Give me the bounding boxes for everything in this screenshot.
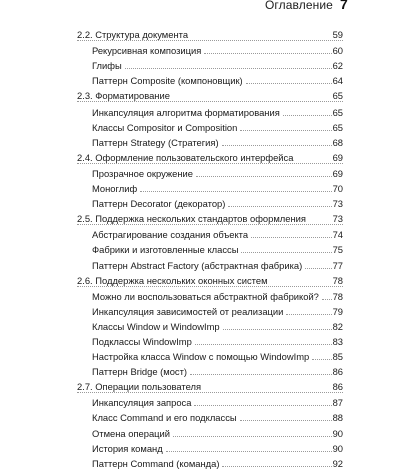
toc-subsection-entry bbox=[92, 164, 343, 179]
dot-leader bbox=[190, 374, 332, 375]
entry-title: Рекурсивная композиция bbox=[92, 45, 202, 57]
toc-subsection-entry bbox=[92, 423, 343, 438]
entry-page-number: 83 bbox=[332, 335, 343, 347]
entry-title: Настройка класса Window с помощью WindowImp bbox=[92, 351, 310, 363]
toc-subsection-entry bbox=[92, 454, 343, 469]
entry-page-number: 90 bbox=[332, 442, 343, 454]
dot-leader bbox=[241, 252, 331, 253]
dot-leader bbox=[166, 451, 332, 452]
entry-page-number: 87 bbox=[332, 397, 343, 409]
toc-section-entry bbox=[77, 209, 343, 225]
toc-subsection-entry bbox=[92, 41, 343, 56]
entry-page-number: 62 bbox=[332, 60, 343, 72]
dot-leader bbox=[312, 359, 331, 360]
toc-subsection-entry bbox=[92, 408, 343, 423]
dot-leader bbox=[251, 237, 332, 238]
entry-title: Классы Compositor и Composition bbox=[92, 121, 238, 133]
entry-page-number: 85 bbox=[332, 351, 343, 363]
page-header bbox=[0, 0, 420, 22]
entry-page-number: 64 bbox=[332, 75, 343, 87]
entry-page-number: 82 bbox=[332, 320, 343, 332]
toc-section-entry bbox=[77, 86, 343, 102]
entry-title: Паттерн Decorator (декоратор) bbox=[92, 198, 226, 210]
entry-page-number: 75 bbox=[332, 244, 343, 256]
entry-title: Прозрачное окружение bbox=[92, 167, 194, 179]
entry-page-number: 74 bbox=[332, 229, 343, 241]
entry-page-number: 73 bbox=[332, 213, 343, 225]
toc-subsection-entry bbox=[92, 118, 343, 133]
dot-leader bbox=[222, 466, 331, 467]
toc-subsection-entry bbox=[92, 133, 343, 148]
dot-leader bbox=[322, 299, 332, 300]
entry-title: Глифы bbox=[92, 60, 122, 72]
entry-page-number: 60 bbox=[332, 45, 343, 57]
entry-page-number: 79 bbox=[332, 305, 343, 317]
entry-title: Инкапсуляция запроса bbox=[92, 397, 192, 409]
dot-leader bbox=[204, 53, 331, 54]
page-number: 7 bbox=[340, 0, 348, 12]
entry-title: Абстрагирование создания объекта bbox=[92, 229, 249, 241]
entry-page-number: 73 bbox=[332, 198, 343, 210]
toc-subsection-entry bbox=[92, 225, 343, 240]
entry-page-number: 69 bbox=[332, 151, 343, 163]
entry-page-number: 59 bbox=[332, 29, 343, 41]
entry-title: Классы Window и WindowImp bbox=[92, 320, 220, 332]
toc-subsection-entry bbox=[92, 393, 343, 408]
entry-title: 2.3. Форматирование bbox=[77, 90, 170, 102]
entry-page-number: 65 bbox=[332, 121, 343, 133]
dot-leader bbox=[140, 191, 331, 192]
entry-page-number: 69 bbox=[332, 167, 343, 179]
toc-section-entry bbox=[77, 271, 343, 287]
entry-title: Инкапсуляция зависимостей от реализации bbox=[92, 305, 284, 317]
entry-title: 2.4. Оформление пользовательского интерфейса bbox=[77, 151, 294, 163]
toc-section-entry bbox=[77, 25, 343, 41]
dot-leader bbox=[240, 130, 331, 131]
toc-subsection-entry bbox=[92, 362, 343, 377]
entry-page-number: 88 bbox=[332, 412, 343, 424]
table-of-contents bbox=[0, 25, 420, 469]
dot-leader bbox=[196, 176, 332, 177]
toc-subsection-entry bbox=[92, 240, 343, 255]
dot-leader bbox=[286, 314, 331, 315]
toc-subsection-entry bbox=[92, 194, 343, 209]
toc-subsection-entry bbox=[92, 332, 343, 347]
entry-page-number: 65 bbox=[332, 106, 343, 118]
toc-subsection-entry bbox=[92, 439, 343, 454]
dot-leader bbox=[223, 329, 332, 330]
toc-subsection-entry bbox=[92, 347, 343, 362]
dot-leader bbox=[246, 83, 332, 84]
entry-title: Паттерн Bridge (мост) bbox=[92, 366, 188, 378]
dot-leader bbox=[173, 436, 332, 437]
entry-page-number: 65 bbox=[332, 90, 343, 102]
entry-page-number: 68 bbox=[332, 136, 343, 148]
dot-leader bbox=[228, 206, 331, 207]
dot-leader bbox=[125, 68, 332, 69]
toc-subsection-entry bbox=[92, 56, 343, 71]
toc-subsection-entry bbox=[92, 317, 343, 332]
entry-page-number: 78 bbox=[332, 274, 343, 286]
entry-title: Подклассы WindowImp bbox=[92, 335, 192, 347]
entry-title: Паттерн Abstract Factory (абстрактная фабрика) bbox=[92, 259, 303, 271]
entry-title: 2.2. Структура документа bbox=[77, 29, 189, 41]
entry-page-number: 78 bbox=[332, 290, 343, 302]
dot-leader bbox=[283, 115, 332, 116]
entry-title: Инкапсуляция алгоритма форматирования bbox=[92, 106, 280, 118]
toc-subsection-entry bbox=[92, 302, 343, 317]
entry-title: Паттерн Command (команда) bbox=[92, 457, 220, 469]
entry-title: 2.6. Поддержка нескольких оконных систем bbox=[77, 274, 268, 286]
entry-title: Фабрики и изготовленные классы bbox=[92, 244, 239, 256]
entry-page-number: 86 bbox=[332, 381, 343, 393]
toc-subsection-entry bbox=[92, 71, 343, 86]
entry-page-number: 77 bbox=[332, 259, 343, 271]
entry-title: Отмена операций bbox=[92, 427, 171, 439]
toc-subsection-entry bbox=[92, 287, 343, 302]
entry-page-number: 90 bbox=[332, 427, 343, 439]
toc-subsection-entry bbox=[92, 102, 343, 117]
dot-leader bbox=[305, 268, 331, 269]
dot-leader bbox=[240, 420, 332, 421]
dot-leader bbox=[195, 344, 332, 345]
entry-title: 2.5. Поддержка нескольких стандартов оформления bbox=[77, 213, 306, 225]
toc-subsection-entry bbox=[92, 255, 343, 270]
entry-title: Паттерн Composite (компоновщик) bbox=[92, 75, 243, 87]
dot-leader bbox=[222, 145, 332, 146]
toc-section-entry bbox=[77, 377, 343, 393]
toc-section-entry bbox=[77, 148, 343, 164]
entry-title: Класс Command и его подклассы bbox=[92, 412, 237, 424]
entry-page-number: 70 bbox=[332, 183, 343, 195]
entry-title: Можно ли воспользоваться абстрактной фабрикой? bbox=[92, 290, 319, 302]
running-title: Оглавление bbox=[265, 0, 333, 12]
entry-title: 2.7. Операции пользователя bbox=[77, 381, 202, 393]
entry-page-number: 92 bbox=[332, 457, 343, 469]
entry-title: Паттерн Strategy (Стратегия) bbox=[92, 136, 219, 148]
entry-title: История команд bbox=[92, 442, 163, 454]
entry-page-number: 86 bbox=[332, 366, 343, 378]
entry-title: Моноглиф bbox=[92, 183, 138, 195]
dot-leader bbox=[194, 405, 331, 406]
toc-subsection-entry bbox=[92, 179, 343, 194]
